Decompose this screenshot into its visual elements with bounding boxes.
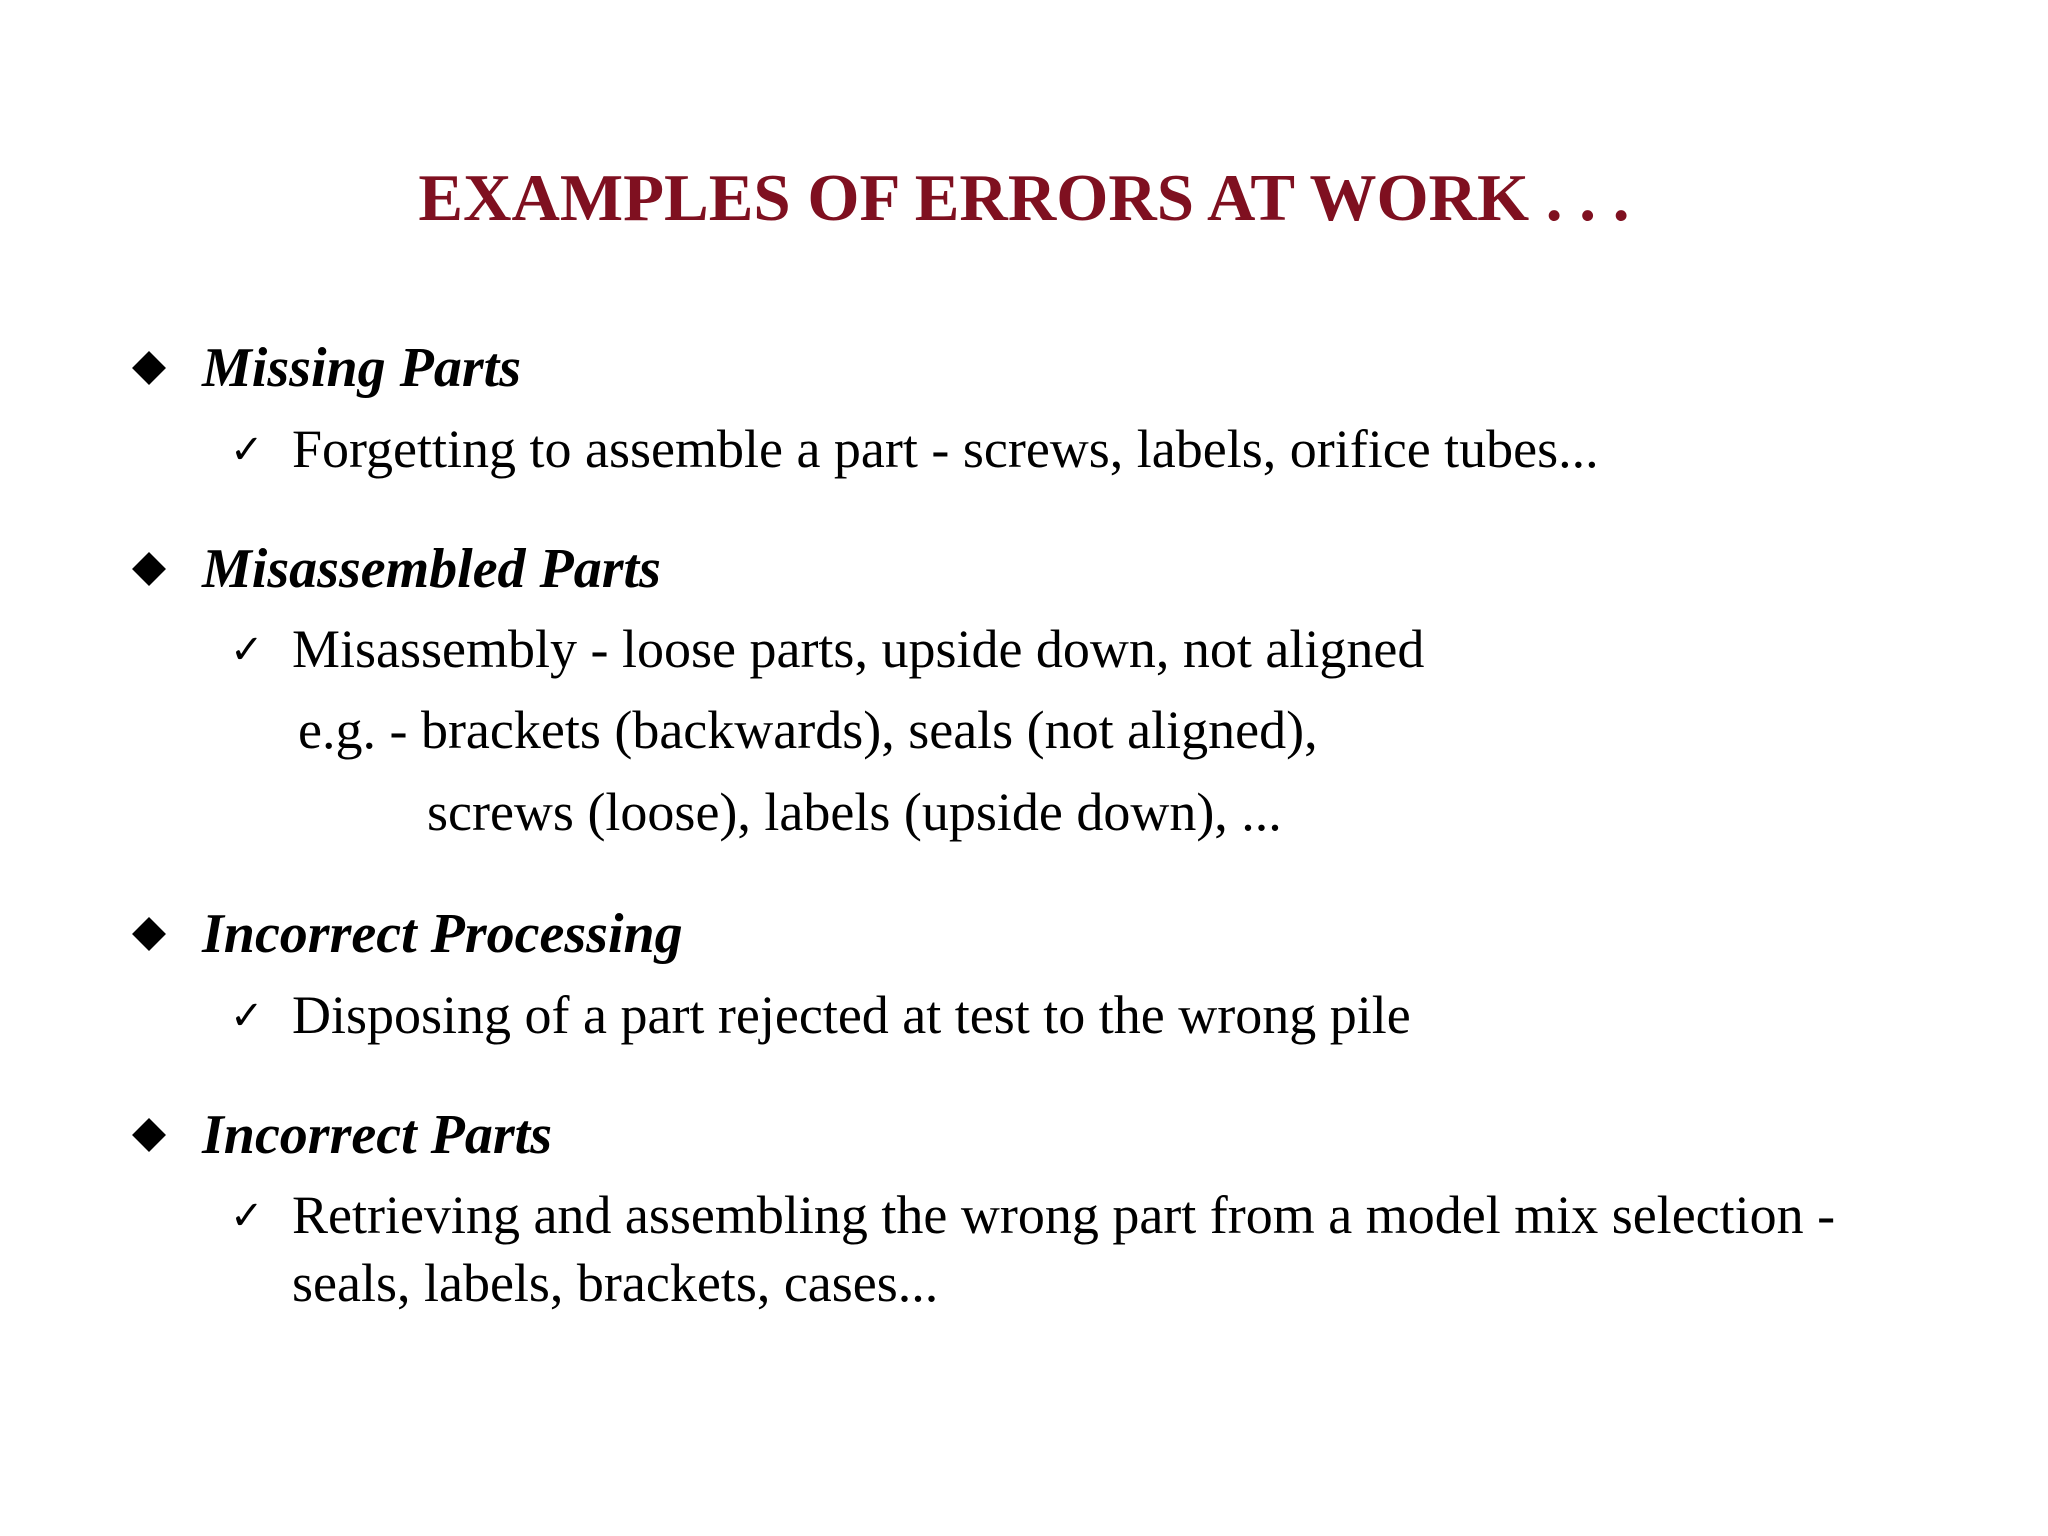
checkmark-icon: ✓ — [230, 427, 264, 473]
item-text: Misassembly - loose parts, upside down, not aligned — [292, 619, 1425, 679]
item-continuation: e.g. - brackets (backwards), seals (not aligned), — [298, 700, 1318, 760]
diamond-bullet-icon — [132, 552, 166, 586]
checkmark-icon: ✓ — [230, 627, 264, 673]
checkmark-icon: ✓ — [230, 993, 264, 1039]
section-heading-incorrect-parts: Incorrect Parts — [202, 1104, 552, 1166]
checkmark-icon: ✓ — [230, 1193, 264, 1239]
slide-title: EXAMPLES OF ERRORS AT WORK . . . — [418, 161, 1630, 235]
item-text: Forgetting to assemble a part - screws, labels, orifice tubes... — [292, 419, 1599, 479]
diamond-bullet-icon — [132, 1118, 166, 1152]
item-text: Disposing of a part rejected at test to the wrong pile — [292, 985, 1411, 1045]
item-continuation: seals, labels, brackets, cases... — [292, 1253, 939, 1313]
diamond-bullet-icon — [132, 917, 166, 951]
item-text: Retrieving and assembling the wrong part from a model mix selection - — [292, 1185, 1836, 1245]
diamond-bullet-icon — [132, 351, 166, 385]
section-heading-incorrect-processing: Incorrect Processing — [202, 903, 683, 965]
section-heading-missing-parts: Missing Parts — [202, 337, 521, 399]
section-heading-misassembled-parts: Misassembled Parts — [202, 538, 661, 600]
item-continuation: screws (loose), labels (upside down), ... — [427, 782, 1282, 842]
